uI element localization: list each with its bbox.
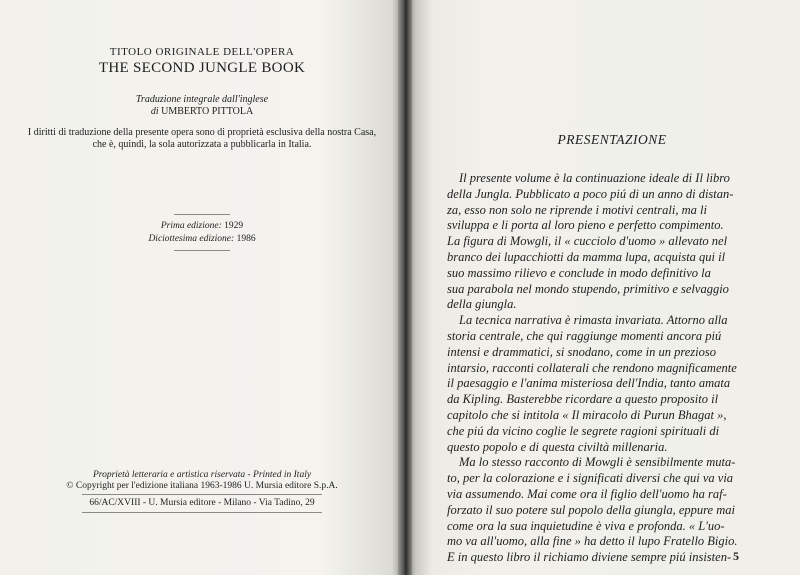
body-line: sviluppa e li porta al loro pieno e perfetto compimento. [447,218,724,233]
translator-name: UMBERTO PITTOLA [161,106,254,117]
body-line: La tecnica narrativa è rimasta invariata. Attorno alla [459,313,728,328]
copyright-notice: © Copyright per l'edizione italiana 1963-1986 U. Mursia editore S.p.A. [66,481,338,491]
original-title: THE SECOND JUNGLE BOOK [98,60,306,76]
first-edition-year: 1929 [224,221,244,231]
body-line: forzato il suo potere sul popolo della giungla, eppure mai [447,502,735,517]
book-gutter [398,0,412,575]
body-line: za, esso non solo ne riprende i motivi centrali, ma li [447,202,707,217]
imprint-rule-bottom [82,512,322,513]
body-line: il paesaggio e l'anima misteriosa dell'India, tanto amata [447,376,731,391]
body-line: suo massimo rilievo e conclude in modo definitivo la [447,265,711,280]
page-number: 5 [733,549,739,563]
body-line: E in questo libro il richiamo diviene sempre piú insisten- [447,550,732,565]
body-line: storia centrale, che qui raggiunge momenti ancora piú [447,328,722,343]
body-line: La figura di Mowgli, il « cucciolo d'uomo » allevato nel [447,234,728,249]
translator-line [0,106,404,117]
rights-notice: I diritti di traduzione della presente opera sono di proprietà esclusiva della nostra Casa, che è, quindi, la sola autorizzata a pubblicarla in Italia. [27,127,377,150]
translation-line: Traduzione integrale dall'inglese [135,94,269,105]
edition-rule-bottom [174,250,230,251]
first-edition [0,221,404,231]
body-line: intensi e drammatici, si snodano, come in un prezioso [447,344,716,359]
latest-edition-label: Diciottesima edizione: [148,234,235,244]
property-notice: Proprietà letteraria e artistica riservata - Printed in Italy [92,470,312,480]
body-line: della giungla. [447,297,517,312]
presentation-body [447,171,763,566]
body-line: Il presente volume è la continuazione ideale di Il libro [459,171,730,185]
body-line: della Jungla. Pubblicato a poco piú di un anno di distan- [447,186,734,201]
edition-rule-top [174,214,230,215]
body-line: mo va all'uomo, alla fine » ha detto il lupo Fratello Bigio. [447,534,738,549]
translator-prefix: di [150,106,159,117]
body-line: Ma lo stesso racconto di Mowgli è sensibilmente muta- [459,455,736,470]
imprint-line: 66/AC/XVIII - U. Mursia editore - Milano - Via Tadino, 29 [89,498,315,508]
first-edition-label: Prima edizione: [160,221,222,231]
body-line: to, per la colorazione e i significati diversi che qui va via [447,471,734,486]
body-line: come ora la sua inquietudine è viva e profonda. « L'uo- [447,518,725,533]
presentation-heading: PRESENTAZIONE [557,132,667,147]
original-title-label: TITOLO ORIGINALE DELL'OPERA [109,46,295,58]
body-line: sua parabola nel mondo stupendo, primitivo e selvaggio [447,281,729,296]
latest-edition [0,234,404,244]
body-line: che piú da vicino coglie le segrete ragioni spirituali di [447,423,720,438]
body-line: da Kipling. Basterebbe ricordare a questo proposito il [447,392,719,407]
body-line: capitolo che si intitola « Il miracolo di Purun Bhagat », [447,407,727,422]
latest-edition-year: 1986 [236,234,256,244]
imprint-rule-top [82,494,322,495]
body-line: questo popolo e di questa civiltà millenaria. [447,439,668,454]
body-line: intarsio, racconti collaterali che rendono magnificamente [447,360,737,375]
body-line: branco dei lupacchiotti da mamma lupa, acquista qui il [447,249,726,264]
body-line: via assumendo. Mai come ora il figlio dell'uomo ha raf- [447,486,727,501]
